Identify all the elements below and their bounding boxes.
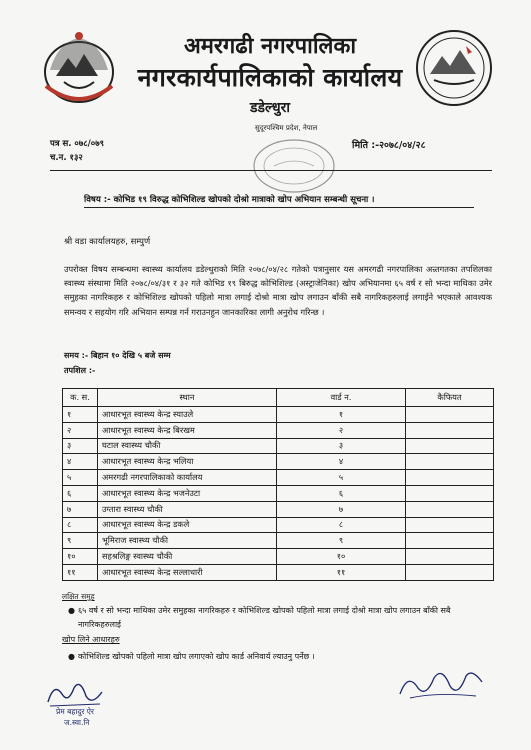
letter-number: पत्र स. ०७८/०७९ bbox=[50, 139, 105, 149]
signatory-left bbox=[56, 706, 94, 728]
table-row bbox=[63, 564, 494, 580]
office-stamp-icon bbox=[250, 136, 338, 196]
signatory-left-title: ज.स्वा.नि bbox=[64, 718, 90, 727]
header-place: स्थान bbox=[98, 389, 277, 407]
municipality-name: अमरगढी नगरपालिका bbox=[183, 33, 357, 59]
cell-ward: ११ bbox=[277, 564, 406, 580]
header-remarks: कैफियत bbox=[406, 389, 494, 407]
cell-sn: ४ bbox=[63, 454, 98, 470]
cell-sn: ९ bbox=[63, 533, 98, 549]
cell-place: अमरगढी नगरपालिकाको कार्यालय bbox=[98, 470, 277, 486]
office-name: नगरकार्यपालिकाको कार्यालय bbox=[137, 63, 403, 92]
cell-sn: ६ bbox=[63, 485, 98, 501]
cell-place: आधारभूत स्वास्थ्य केन्द्र डकले bbox=[98, 517, 277, 533]
table-row bbox=[63, 501, 494, 517]
table-row bbox=[63, 438, 494, 454]
schedule-label: तपशिल :- bbox=[64, 366, 96, 375]
cell-sn: ३ bbox=[63, 438, 98, 454]
sites-table bbox=[62, 388, 494, 581]
cell-sn: ११ bbox=[63, 564, 98, 580]
bullet-icon: ● bbox=[68, 652, 75, 661]
table-row bbox=[63, 470, 494, 486]
signature-right-icon bbox=[396, 664, 486, 704]
table-header-row bbox=[63, 389, 494, 407]
dispatch-number: च.न. १३२ bbox=[50, 153, 83, 163]
cell-remarks bbox=[406, 438, 494, 454]
table-row bbox=[63, 485, 494, 501]
cell-sn: ८ bbox=[63, 517, 98, 533]
table-row bbox=[63, 533, 494, 549]
cell-ward: ४ bbox=[277, 454, 406, 470]
cell-place: भूमिराज स्वास्थ्य चौकी bbox=[98, 533, 277, 549]
cell-sn: १० bbox=[63, 549, 98, 565]
vaccination-basis-text: कोभिशिल्ड खोपको पहिलो मात्रा खोप लगाएको खोप कार्ड अनिवार्य ल्याउनु पर्नेछ । bbox=[78, 652, 315, 661]
cell-place: आधारभूत स्वास्थ्य केन्द्र बिरखम bbox=[98, 422, 277, 438]
cell-remarks bbox=[406, 454, 494, 470]
cell-remarks bbox=[406, 564, 494, 580]
cell-place: आधारभूत स्वास्थ्य केन्द्र भजनेउटा bbox=[98, 485, 277, 501]
subject-line: विषय :- कोभिड १९ विरुद्ध कोभिशिल्ड खोपको दोश्रो मात्राको खोप अभियान सम्बन्धी सूचना । bbox=[84, 195, 375, 205]
province-label: सुदूरपश्चिम प्रदेश, नेपाल bbox=[255, 124, 318, 132]
cell-ward: ९ bbox=[277, 533, 406, 549]
cell-place: उग्तारा स्वास्थ्य चौकी bbox=[98, 501, 277, 517]
cell-ward: २ bbox=[277, 422, 406, 438]
vaccination-basis-heading: खोप लिने आधारहरु bbox=[62, 635, 120, 644]
letter-date: मिति :-२०७८/०४/२८ bbox=[352, 140, 426, 151]
cell-remarks bbox=[406, 533, 494, 549]
cell-ward: १० bbox=[277, 549, 406, 565]
signatory-left-name: प्रेम बहादुर ऐर bbox=[56, 707, 94, 716]
municipality-logo-icon bbox=[414, 28, 494, 108]
cell-sn: ५ bbox=[63, 470, 98, 486]
header-divider bbox=[50, 170, 492, 171]
header-ward: वार्ड न. bbox=[277, 389, 406, 407]
cell-remarks bbox=[406, 407, 494, 423]
cell-sn: ७ bbox=[63, 501, 98, 517]
bullet-icon: ● bbox=[68, 606, 75, 615]
table-row bbox=[63, 454, 494, 470]
cell-ward: ३ bbox=[277, 438, 406, 454]
cell-place: सहश्रलिङ्ग स्वास्थ्य चौकी bbox=[98, 549, 277, 565]
cell-place: आधारभूत स्वास्थ्य केन्द्र सल्लाधारी bbox=[98, 564, 277, 580]
table-row bbox=[63, 517, 494, 533]
vaccination-basis-item bbox=[68, 650, 408, 664]
table-row bbox=[63, 407, 494, 423]
body-paragraph: उपरोक्त विषय सम्बन्धमा स्वास्थ्य कार्यालय डडेल्धुराको मिति २०७८/०४/२८ गतेको पत्रानुसार यस अमरगढी नगरपालिका अन्र्तगतका तपशिलका स्वास्थ्य संस्थामा मिति २०७८/०४/३१ र ३२ गते कोभिड १९ बिरुद्ध कोभिशिल्ड (अस्ट्राजेनिका) खोप अभियानमा ६५ वर्ष र सो भन्दा माथिका उमेर समुहका नागरिकहरु र कोभिशिल्ड खोपको पहिलो मात्रा लगाई दोश्रो मात्रा खोप लगाउन बाँकी सबै नागरिकहरुलाई लगाईने भएकाले आवश्यक समन्वय र सहयोग गरि अभियान सम्पन्न गर्न गराउनहुन जानकारिका लागी अनुरोध गरिन्छ । bbox=[64, 264, 492, 317]
addressee: श्री वडा कार्यालयहरु, सम्पुर्ण bbox=[64, 237, 151, 247]
time-line: समय :- बिहान १० देखि ५ बजे सम्म bbox=[64, 351, 171, 360]
header-sn: क. स. bbox=[63, 389, 98, 407]
table-row bbox=[63, 422, 494, 438]
cell-remarks bbox=[406, 549, 494, 565]
cell-place: घटाल स्वास्थ्य चौकी bbox=[98, 438, 277, 454]
city-name: डडेल्धुरा bbox=[250, 100, 290, 116]
cell-remarks bbox=[406, 470, 494, 486]
cell-sn: २ bbox=[63, 422, 98, 438]
cell-ward: ८ bbox=[277, 517, 406, 533]
table-row bbox=[63, 549, 494, 565]
cell-remarks bbox=[406, 485, 494, 501]
cell-remarks bbox=[406, 501, 494, 517]
nepal-emblem-icon bbox=[38, 28, 120, 106]
cell-remarks bbox=[406, 422, 494, 438]
cell-ward: ७ bbox=[277, 501, 406, 517]
cell-ward: ५ bbox=[277, 470, 406, 486]
cell-sn: १ bbox=[63, 407, 98, 423]
cell-remarks bbox=[406, 517, 494, 533]
target-group-text: ६५ वर्ष र सो भन्दा माथिका उमेर समुहका नागरिकहरु र कोभिशिल्ड खोपको पहिलो मात्रा लगाई दोश्रो मात्रा खोप लगाउन बाँकी सबै नागरिकहरुलाई bbox=[78, 606, 451, 629]
cell-ward: १ bbox=[277, 407, 406, 423]
target-group-heading: लक्षित समुह bbox=[62, 592, 95, 601]
target-group-item bbox=[68, 604, 492, 632]
subject-underline bbox=[84, 207, 474, 208]
cell-place: आधारभूत स्वास्थ्य केन्द्र स्याउले bbox=[98, 407, 277, 423]
cell-ward: ६ bbox=[277, 485, 406, 501]
cell-place: आधारभूत स्वास्थ्य केन्द्र भलिया bbox=[98, 454, 277, 470]
